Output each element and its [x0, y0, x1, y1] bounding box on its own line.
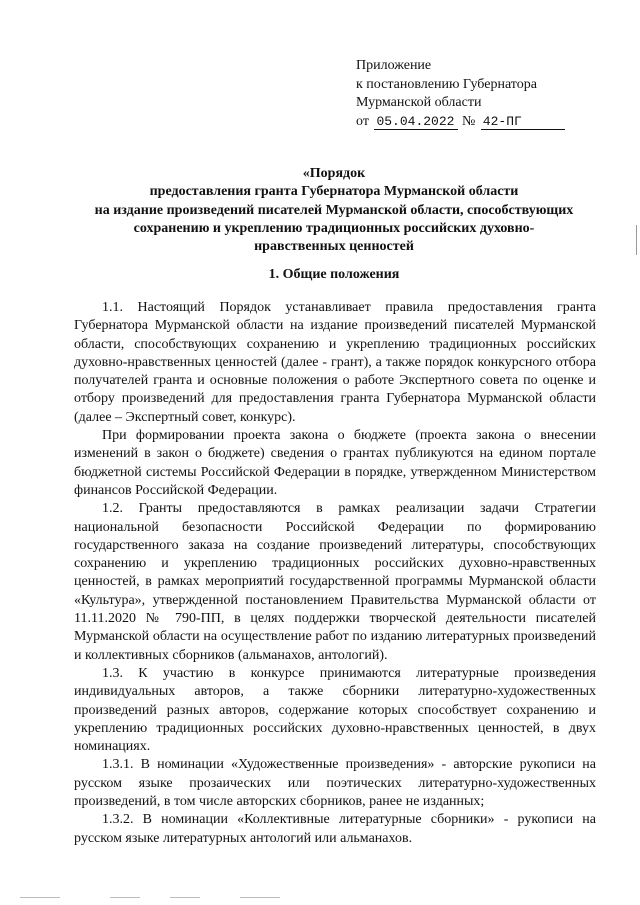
paragraph-1-1: 1.1. Настоящий Порядок устанавливает правила предоставления гранта Губернатора Мурманской области на издание произведений писателей Мурманской области, способствующих сохранению и укреплению традиционных российских духовно-нравственных ценностей (далее - грант), а также порядок конкурсного отбора получателей гранта и основные положения о работе Экспертного совета по оценке и отбору произведений для предоставления гранта Губернатора Мурманской области (далее – Экспертный совет, конкурс).: [74, 300, 596, 425]
scan-edge-mark: [636, 225, 637, 255]
decree-number: 42-ПГ: [481, 115, 565, 130]
number-label: №: [461, 113, 476, 129]
document-title: [60, 165, 608, 256]
paragraph-budget: При формировании проекта закона о бюджете (проекта закона о внесении изменений в закон о бюджете) сведения о грантах публикуются на едином портале бюджетной системы Российской Федерации в порядке, утвержденном Министерством финансов Российской Федерации.: [74, 428, 596, 498]
title-line: на издание произведений писателей Мурманской области, способствующих: [94, 202, 574, 218]
scan-footer-marks: [20, 897, 620, 901]
paragraph-1-2: 1.2. Гранты предоставляются в рамках реализации задачи Стратегии национальной безопасности Российской Федерации по формированию государственного заказа на создание произведений литературы, способствующих сохранению и укреплению традиционных российских духовно-нравственных ценностей, в рамках мероприятий государственной программы Мурманской области «Культура», утвержденной постановлением Правительства Мурманской области от 11.11.2020 № 790-ПП, в целях поддержки творческой деятельности писателей Мурманской области на осуществление работ по изданию литературных произведений и коллективных сборников (альманахов, антологий).: [74, 501, 596, 663]
decree-date: 05.04.2022: [374, 115, 458, 130]
paragraph-1-3-2: 1.3.2. В номинации «Коллективные литературные сборники» - рукописи на русском языке литературных антологий или альманахов.: [74, 812, 596, 846]
paragraph-1-3-1: 1.3.1. В номинации «Художественные произведения» - авторские рукописи на русском языке прозаических или поэтических литературно-художественных произведений, в том числе авторских сборников, ранее не изданных;: [74, 757, 596, 810]
title-line: предоставления гранта Губернатора Мурманской области: [149, 184, 519, 200]
title-line: «Порядок: [302, 166, 366, 181]
document-body: [74, 299, 596, 848]
appendix-line: к постановлению Губернатора: [356, 76, 537, 92]
appendix-line: Приложение: [356, 58, 432, 73]
appendix-date-line: [356, 113, 565, 132]
title-line: сохранению и укреплению традиционных российских духовно-: [133, 220, 535, 236]
from-label: от: [356, 113, 369, 129]
appendix-line: Мурманской области: [356, 95, 482, 110]
paragraph-1-3: 1.3. К участию в конкурсе принимаются литературные произведения индивидуальных авторов, а также сборники литературно-художественных произведений разных авторов, содержание которых способствует сохранению и укреплению традиционных российских духовно-нравственных ценностей, в двух номинациях.: [74, 665, 596, 755]
title-line: нравственных ценностей: [254, 239, 414, 255]
appendix-block: [356, 57, 565, 131]
section-heading: 1. Общие положения: [268, 267, 400, 282]
